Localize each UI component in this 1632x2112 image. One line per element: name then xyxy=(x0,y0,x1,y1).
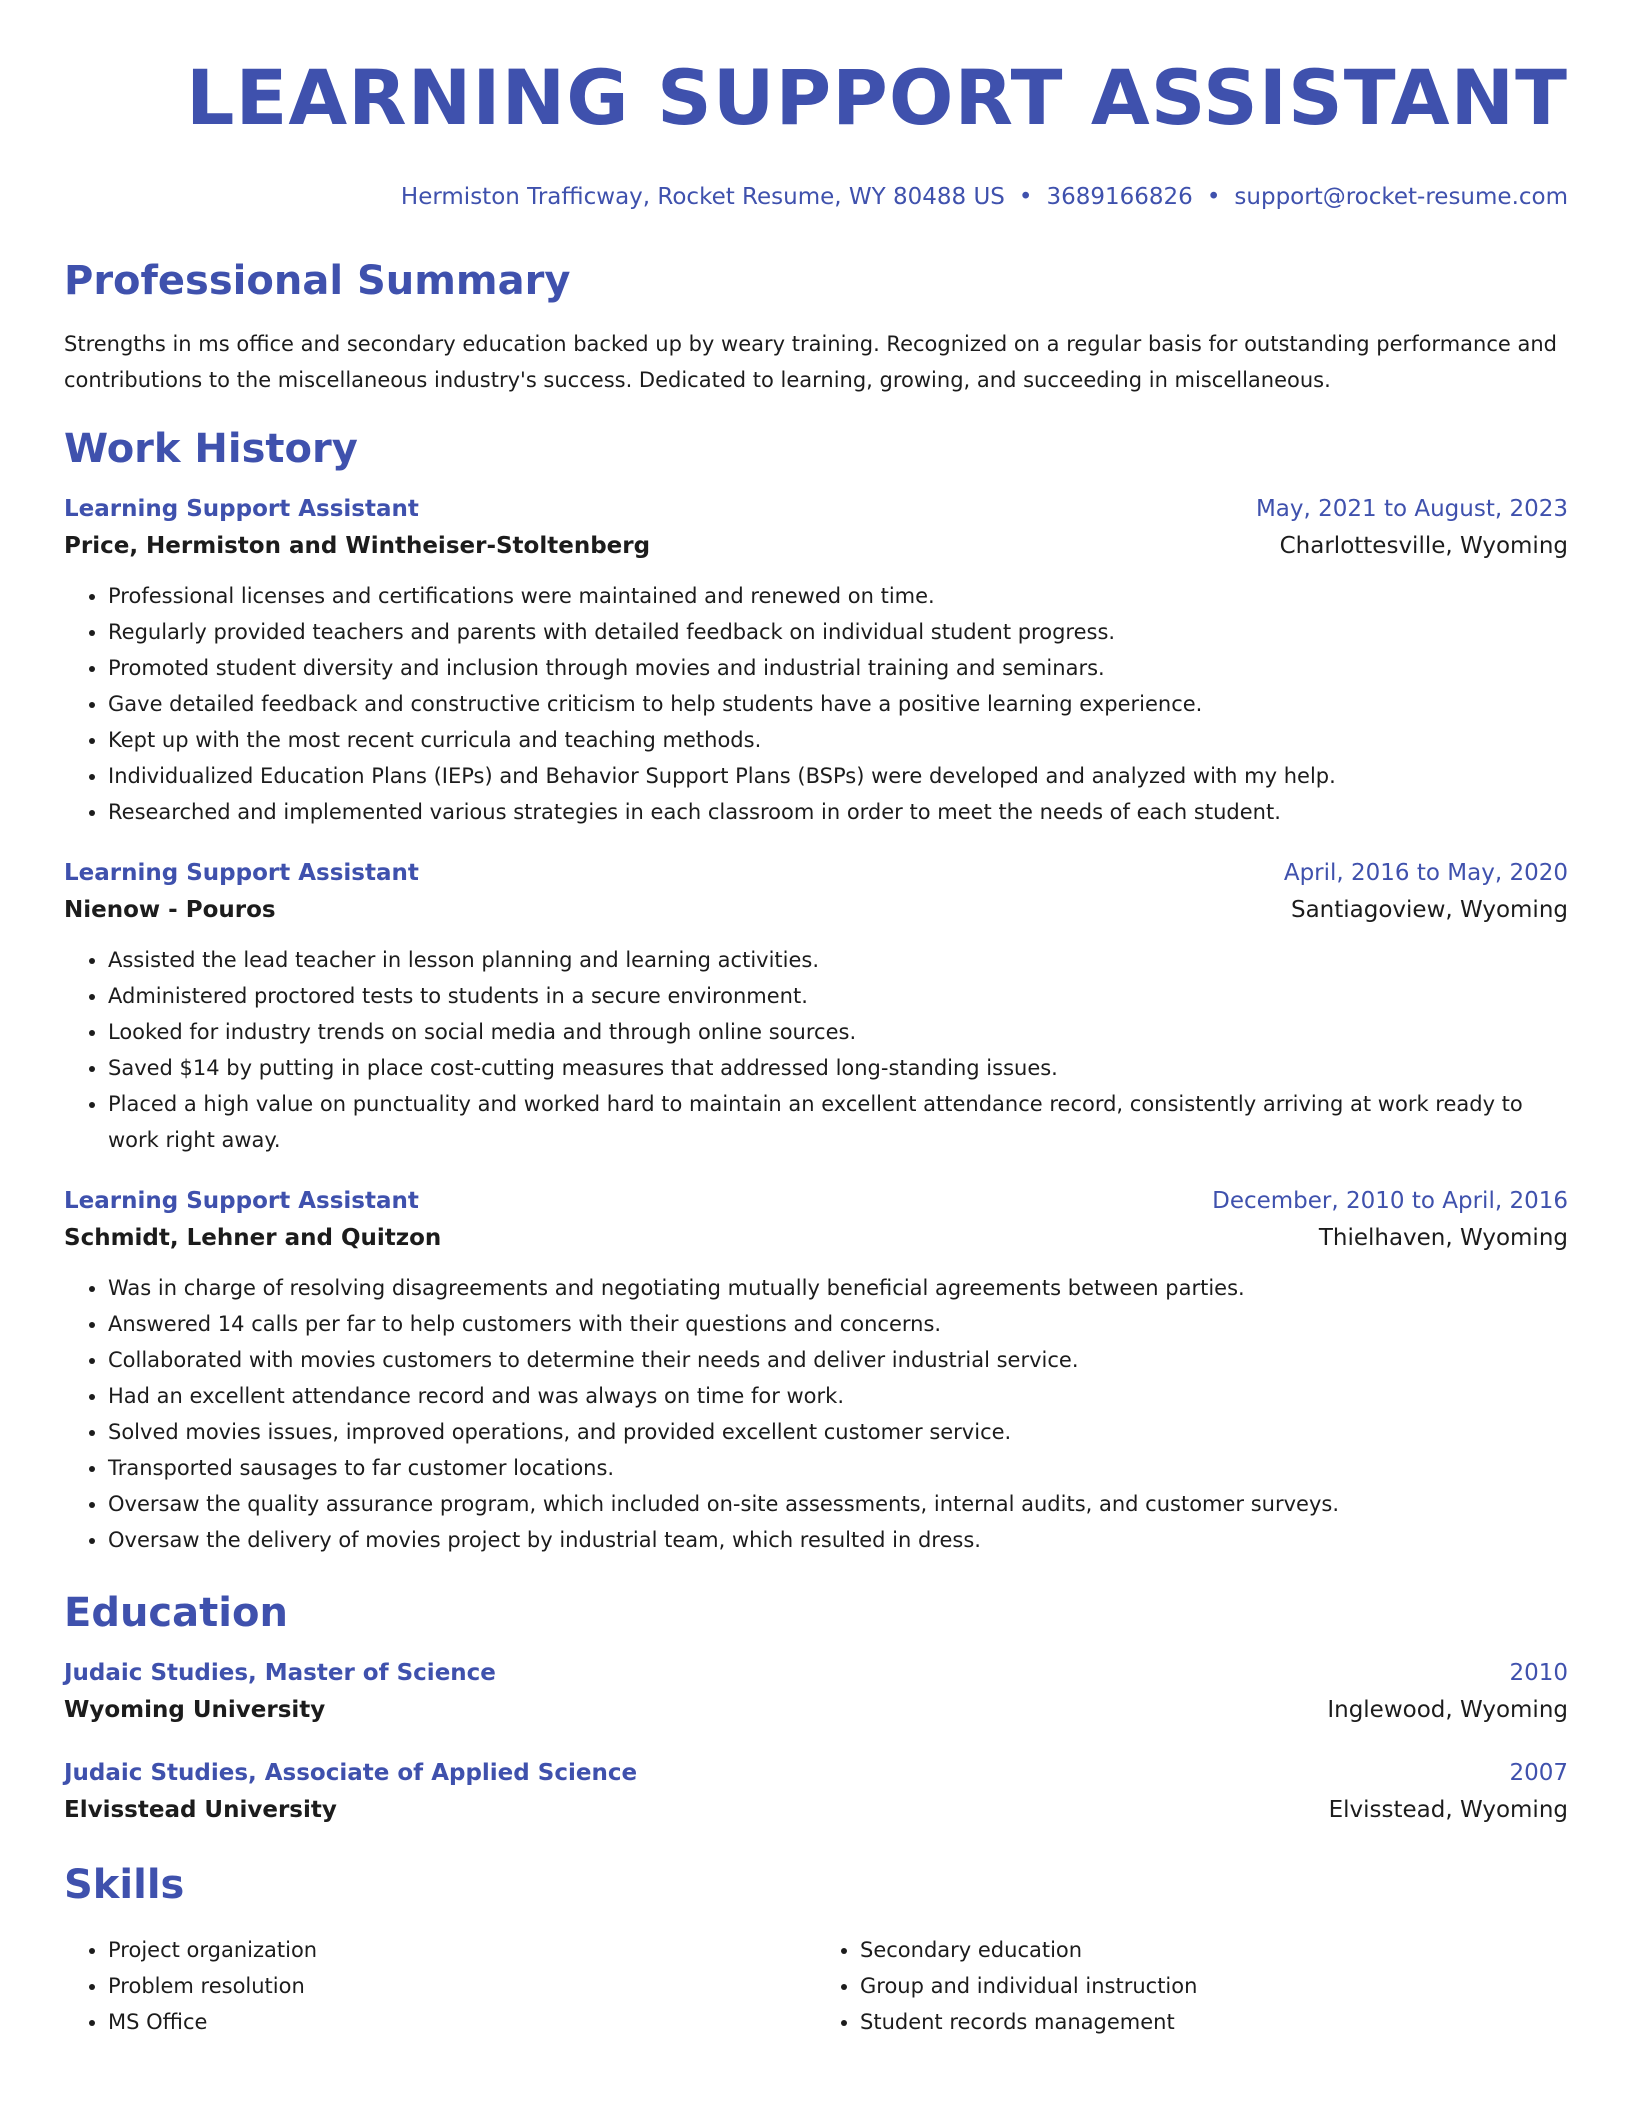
education-section xyxy=(64,1588,1568,1830)
job-location: Charlottesville, Wyoming xyxy=(1279,533,1568,559)
job-bullet: • Regularly provided teachers and parents with detailed feedback on individual student progress. xyxy=(108,614,1568,650)
job-bullet: • Had an excellent attendance record and was always on time for work. xyxy=(108,1378,1568,1414)
job-company-row xyxy=(64,526,1568,566)
job-entry xyxy=(64,492,1568,830)
job-bullet: • Placed a high value on punctuality and worked hard to maintain an excellent attendance record, consistently arriving at work ready to work right away. xyxy=(108,1086,1568,1158)
job-title-row xyxy=(64,492,1568,526)
job-title: Learning Support Assistant xyxy=(64,860,419,886)
job-bullet: • Oversaw the quality assurance program, which included on-site assessments, internal audits, and customer surveys. xyxy=(108,1486,1568,1522)
job-bullet: • Collaborated with movies customers to determine their needs and deliver industrial service. xyxy=(108,1342,1568,1378)
education-school: Wyoming University xyxy=(64,1697,326,1723)
summary-section xyxy=(64,256,1568,398)
job-company: Nienow - Pouros xyxy=(64,897,276,923)
job-company-row xyxy=(64,890,1568,930)
job-bullet: • Answered 14 calls per far to help customers with their questions and concerns. xyxy=(108,1306,1568,1342)
resume-header xyxy=(64,0,1568,212)
job-entry xyxy=(64,856,1568,1158)
education-degree: Judaic Studies, Associate of Applied Science xyxy=(64,1760,638,1786)
summary-text: Strengths in ms office and secondary education backed up by weary training. Recognized on a regular basis for outstanding performance and contributions to the miscellaneous industry's success. Dedicated to learning, growing, and succeeding in miscellaneous. xyxy=(64,332,1557,392)
job-bullet-list xyxy=(64,578,1568,830)
job-company: Price, Hermiston and Wintheiser-Stoltenberg xyxy=(64,533,651,559)
job-title: Learning Support Assistant xyxy=(64,496,419,522)
skills-right-column xyxy=(816,1932,1568,2040)
job-entry xyxy=(64,1184,1568,1558)
skills-columns xyxy=(64,1932,1568,2040)
skills-heading: Skills xyxy=(64,1862,185,1908)
job-bullet: • Oversaw the delivery of movies project by industrial team, which resulted in dress. xyxy=(108,1522,1568,1558)
job-company-row xyxy=(64,1218,1568,1258)
contact-address: Hermiston Trafficway, Rocket Resume, WY 80488 US xyxy=(400,184,1005,210)
education-school-row xyxy=(64,1790,1568,1830)
work-history-section xyxy=(64,424,1568,1558)
skill-item: • Secondary education xyxy=(860,1932,1568,1968)
job-bullet: • Kept up with the most recent curricula and teaching methods. xyxy=(108,722,1568,758)
job-bullet: • Individualized Education Plans (IEPs) and Behavior Support Plans (BSPs) were developed and analyzed with my help. xyxy=(108,758,1568,794)
skills-left-column xyxy=(64,1932,816,2040)
job-title: Learning Support Assistant xyxy=(64,1188,419,1214)
separator-dot: • xyxy=(1018,184,1033,210)
education-list xyxy=(64,1656,1568,1830)
education-entry xyxy=(64,1656,1568,1730)
education-degree-row xyxy=(64,1656,1568,1690)
job-bullet: • Solved movies issues, improved operations, and provided excellent customer service. xyxy=(108,1414,1568,1450)
skill-item: • Group and individual instruction xyxy=(860,1968,1568,2004)
job-dates: December, 2010 to April, 2016 xyxy=(1212,1188,1568,1214)
job-location: Santiagoview, Wyoming xyxy=(1290,897,1568,923)
education-location: Elvisstead, Wyoming xyxy=(1328,1797,1568,1823)
education-degree: Judaic Studies, Master of Science xyxy=(64,1660,496,1686)
summary-heading: Professional Summary xyxy=(64,258,571,304)
job-title-row xyxy=(64,856,1568,890)
education-entry xyxy=(64,1756,1568,1830)
job-bullet: • Looked for industry trends on social media and through online sources. xyxy=(108,1014,1568,1050)
job-dates: April, 2016 to May, 2020 xyxy=(1283,860,1568,886)
education-year: 2010 xyxy=(1509,1660,1568,1686)
skill-item: • MS Office xyxy=(108,2004,816,2040)
job-bullet: • Gave detailed feedback and constructive criticism to help students have a positive learning experience. xyxy=(108,686,1568,722)
education-year: 2007 xyxy=(1509,1760,1568,1786)
job-dates: May, 2021 to August, 2023 xyxy=(1255,496,1568,522)
skill-item: • Project organization xyxy=(108,1932,816,1968)
job-location: Thielhaven, Wyoming xyxy=(1318,1225,1568,1251)
skills-section xyxy=(64,1860,1568,2040)
job-list xyxy=(64,492,1568,1558)
education-school: Elvisstead University xyxy=(64,1797,337,1823)
job-bullet: • Administered proctored tests to students in a secure environment. xyxy=(108,978,1568,1014)
contact-email[interactable]: support@rocket-resume.com xyxy=(1234,184,1568,210)
job-bullet: • Saved $14 by putting in place cost-cutting measures that addressed long-standing issues. xyxy=(108,1050,1568,1086)
separator-dot: • xyxy=(1206,184,1221,210)
job-bullet-list xyxy=(64,942,1568,1158)
education-school-row xyxy=(64,1690,1568,1730)
job-bullet: • Researched and implemented various strategies in each classroom in order to meet the needs of each student. xyxy=(108,794,1568,830)
contact-line xyxy=(64,182,1568,212)
job-bullet: • Professional licenses and certifications were maintained and renewed on time. xyxy=(108,578,1568,614)
education-location: Inglewood, Wyoming xyxy=(1327,1697,1568,1723)
job-bullet-list xyxy=(64,1270,1568,1558)
candidate-name: LEARNING SUPPORT ASSISTANT xyxy=(186,53,1568,142)
skill-item: • Problem resolution xyxy=(108,1968,816,2004)
education-degree-row xyxy=(64,1756,1568,1790)
education-heading: Education xyxy=(64,1590,288,1636)
job-bullet: • Transported sausages to far customer locations. xyxy=(108,1450,1568,1486)
job-bullet: • Promoted student diversity and inclusion through movies and industrial training and seminars. xyxy=(108,650,1568,686)
contact-phone: 3689166826 xyxy=(1046,184,1193,210)
job-bullet: • Assisted the lead teacher in lesson planning and learning activities. xyxy=(108,942,1568,978)
work-history-heading: Work History xyxy=(64,426,358,472)
job-title-row xyxy=(64,1184,1568,1218)
job-company: Schmidt, Lehner and Quitzon xyxy=(64,1225,442,1251)
skill-item: • Student records management xyxy=(860,2004,1568,2040)
job-bullet: • Was in charge of resolving disagreements and negotiating mutually beneficial agreements between parties. xyxy=(108,1270,1568,1306)
